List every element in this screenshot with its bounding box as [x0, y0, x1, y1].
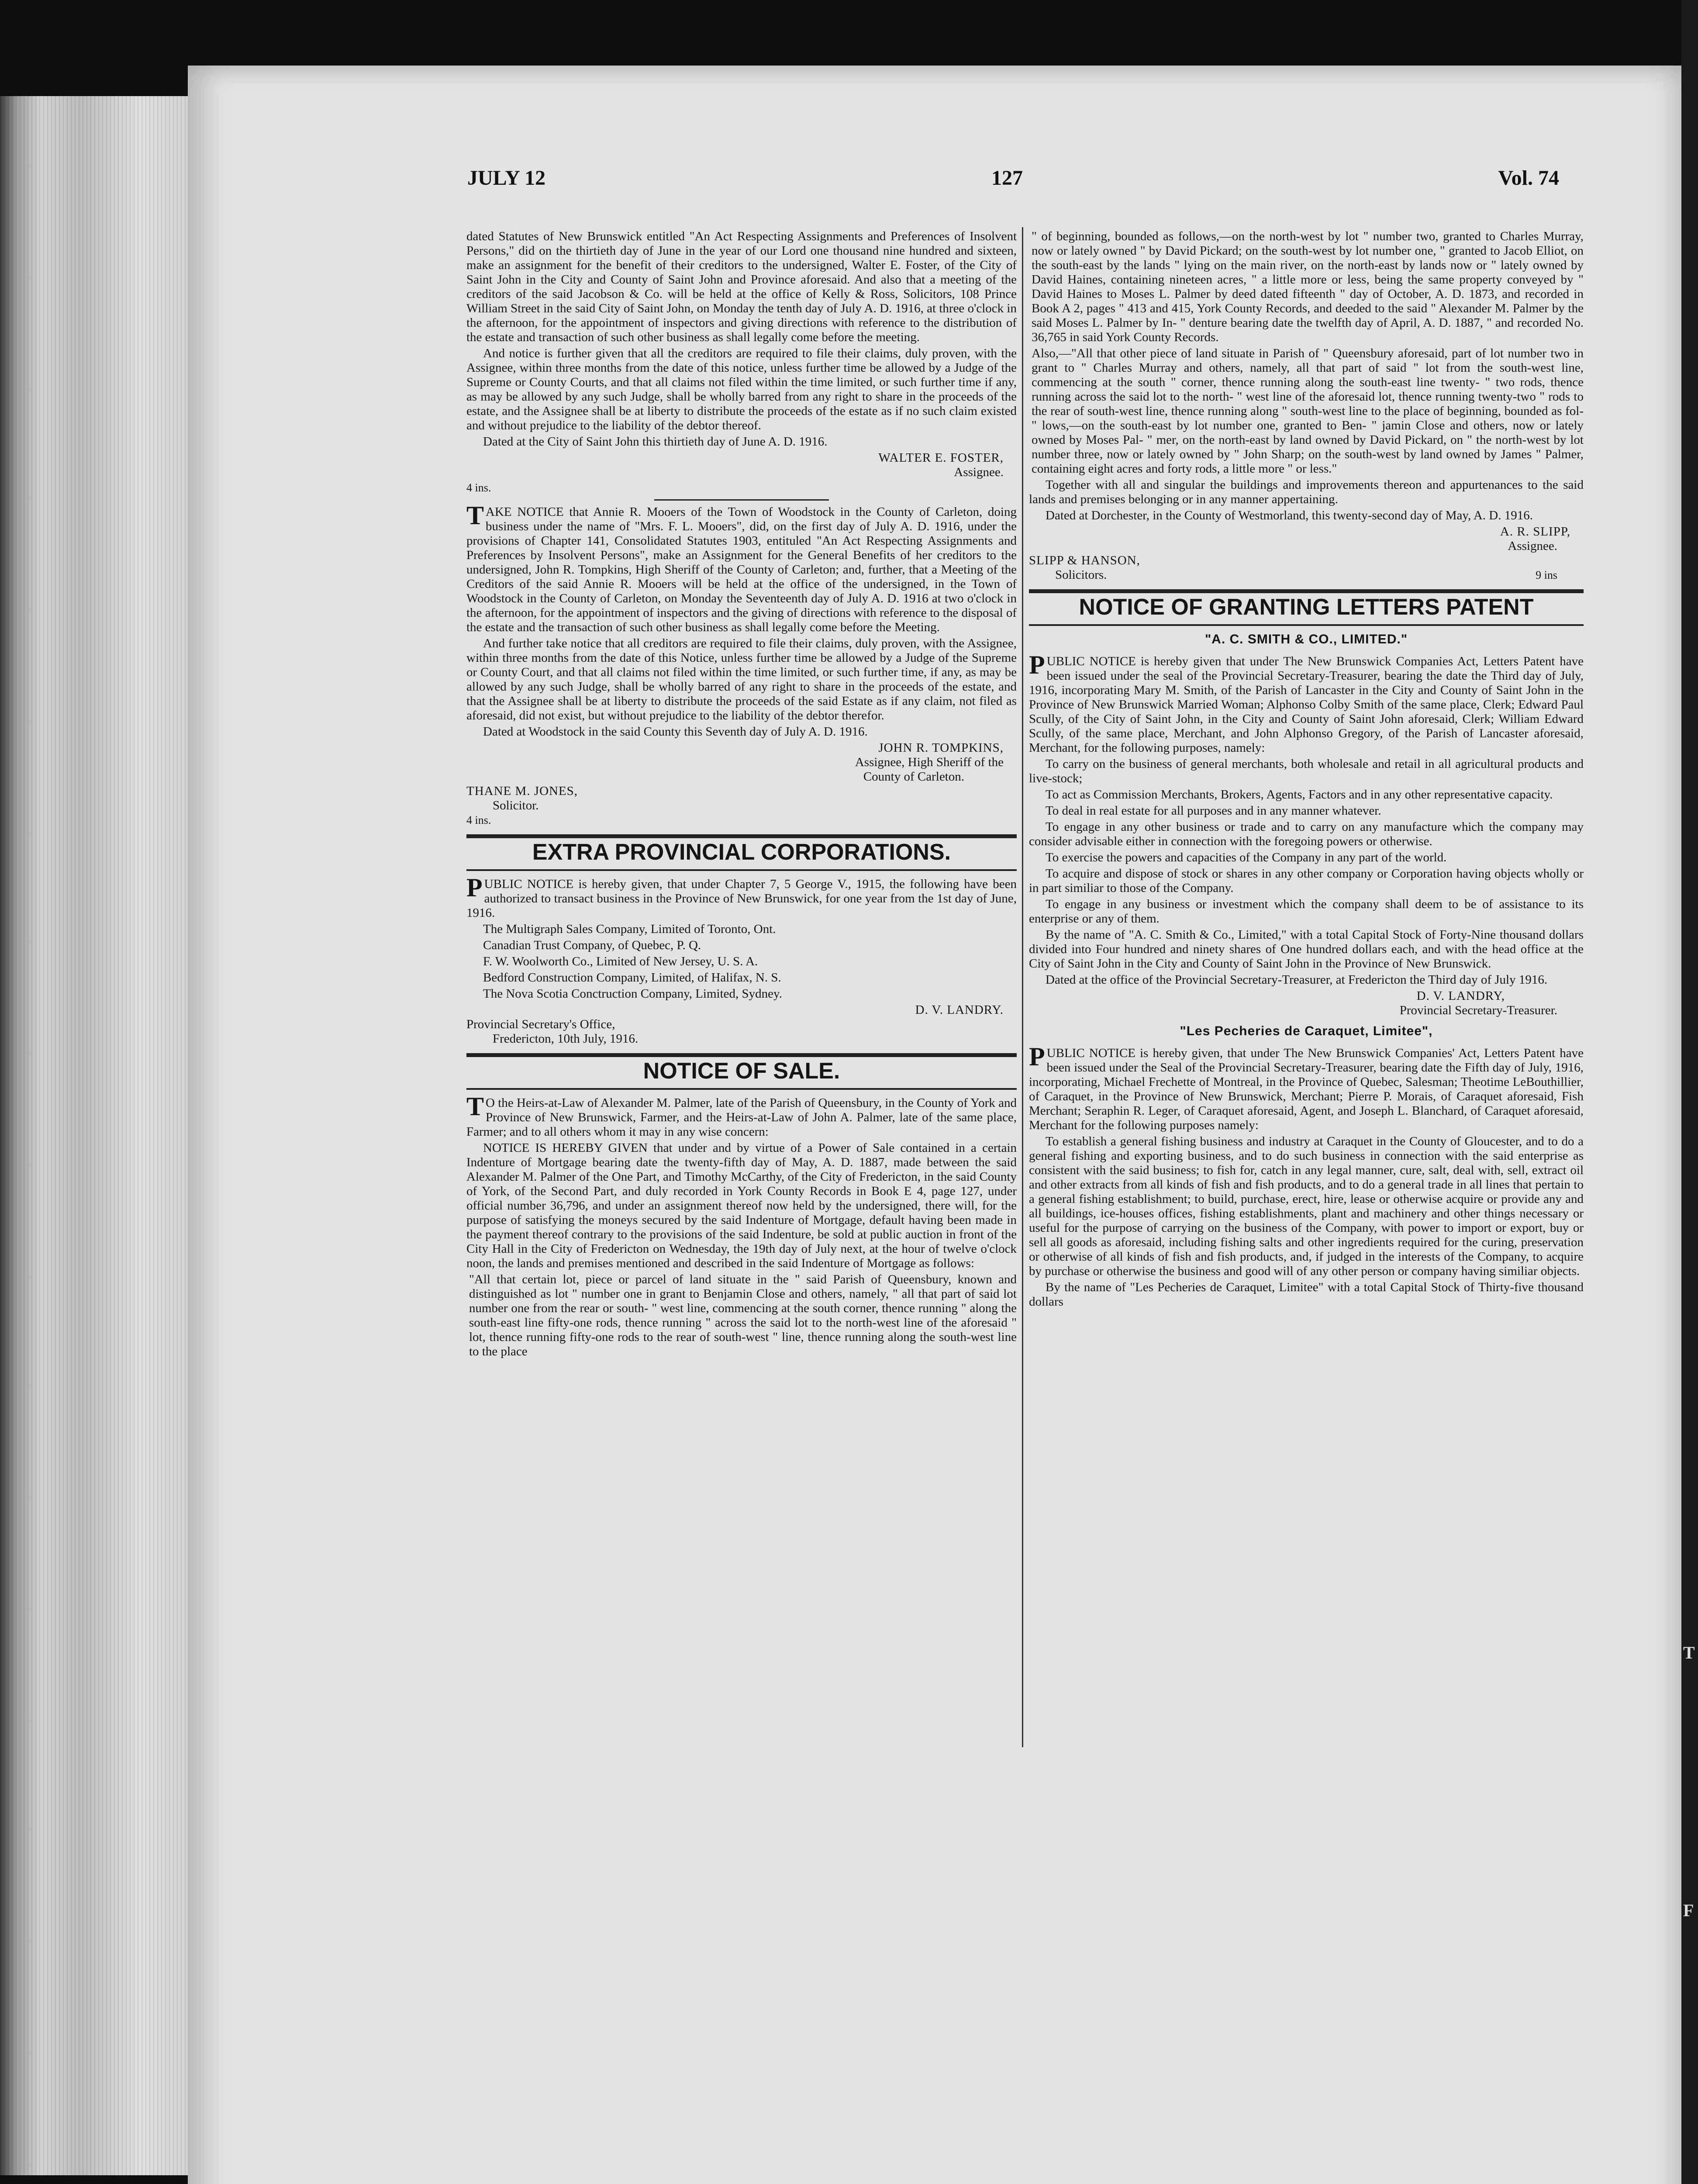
notice-body: UBLIC NOTICE is hereby given that under The New Brunswick Companies Act, Letters Patent have been issued under the seal of the Provincial Secretary-Treasurer, bearing the date the Third day of July, 1916, incorporating Mary M. Smith, of the Parish of Lancaster in the City and County of Saint John in the Province of New Brunswick Married Woman; Alphonso Colby Smith of the same place, Clerk; Edward Paul Scully, of the City of Saint John, in the City and County of Saint John aforesaid, Clerk; William Edward Scully, of the same place, Merchant, and John Alphonso Gregory, of the Parish of Lancaster aforesaid, Merchant, for the following purposes, namely: — [1029, 654, 1584, 755]
solicitor-name: THANE M. JONES, — [466, 784, 578, 798]
letters-patent-smith — [1029, 632, 1584, 1018]
section-rule — [466, 869, 1017, 871]
company-list-item: F. W. Woolworth Co., Limited of New Jersey, U. S. A. — [483, 954, 758, 968]
section-rule — [466, 1053, 1017, 1057]
signer-role: Provincial Secretary-Treasurer. — [1399, 1003, 1557, 1017]
section-heading: NOTICE OF SALE. — [643, 1058, 840, 1084]
insertion-count: 4 ins. — [466, 814, 491, 826]
company-name: "A. C. SMITH & CO., LIMITED." — [1204, 632, 1408, 646]
notice-dated: Dated at the City of Saint John this thirtieth day of June A. D. 1916. — [483, 435, 828, 449]
volume-number: Vol. 74 — [1498, 166, 1559, 190]
notice-body: O the Heirs-at-Law of Alexander M. Palmer, late of the Parish of Queensbury, in the County of York and Province of New Brunswick, Farmer, and the Heirs-at-Law of John A. Palmer, late of the same place, Farmer; and to all others whom it may in any wise concern: — [466, 1096, 1017, 1139]
notice-body: UBLIC NOTICE is hereby given, that under The New Brunswick Companies' Act, Letters Patent have been issued under the Seal of the Provincial Secretary-Treasurer, bearing date the Fifth day of July, 1916, incorporating, Michael Frechette of Montreal, in the Province of Quebec, Salesman; Theotime LeBouthillier, of Caraquet, in the Province of New Brunswick, Merchant; Pierre P. Morais, of Caraquet aforesaid, Fish Merchant; Seraphin R. Leger, of Caraquet aforesaid, Agent, and Joseph L. Blanchard, of Caraquet aforesaid, Merchant for the following purposes namely: — [1029, 1046, 1584, 1132]
signer-role: Assignee. — [1508, 539, 1557, 553]
letters-patent-caraquet — [1029, 1024, 1584, 1309]
purpose-item: To act as Commission Merchants, Brokers, Agents, Factors and in any other representative capacity. — [1046, 788, 1553, 802]
drop-cap: P — [466, 873, 483, 902]
notice-body: Together with all and singular the buildings and improvements thereon and appurtenances to the said lands and premises belonging or in any manner appertaining. — [1029, 478, 1584, 506]
book-page-edges — [0, 96, 201, 2175]
signer-role: County of Carleton. — [863, 770, 964, 784]
insertion-count: 4 ins. — [466, 481, 491, 494]
capital-stock: By the name of "A. C. Smith & Co., Limited," with a total Capital Stock of Forty-Nine thousand dollars divided into Four hundred and ninety shares of One hundred dollars each, and with the head office at the City of Saint John in the City and County of Saint John in the Province of New Brunswick. — [1029, 928, 1584, 971]
property-description: "All that certain lot, piece or parcel of land situate in the " said Parish of Queensbury, known and distinguished as lot " number one in grant to Benjamin Close and others, namely, " all that part of said lot number one from the rear or south- " west line, commencing at the south corner, thence running " along the south-east line fifty-one rods, thence running " across the said lot to the north-west line of the aforesaid " lot, thence running fifty-one rods to the rear of south-west " line, thence running along the south-west line to the place — [469, 1272, 1017, 1358]
solicitors-name: SLIPP & HANSON, — [1029, 553, 1140, 567]
solicitor-role: Solicitor. — [493, 798, 539, 812]
section-heading: EXTRA PROVINCIAL CORPORATIONS. — [532, 840, 951, 865]
office-date: Fredericton, 10th July, 1916. — [493, 1032, 638, 1046]
company-list-item: The Multigraph Sales Company, Limited of Toronto, Ont. — [483, 922, 776, 936]
page-header — [467, 166, 1559, 201]
purpose-item: To engage in any business or investment which the company shall deem to be of assistance to its enterprise or any of them. — [1029, 897, 1584, 926]
property-description: Also,—"All that other piece of land situate in Parish of " Queensbury aforesaid, part of lot number two in grant to " Charles Murray and others, namely, all that part of said " lot from the south-west line, commencing at the south " corner, thence running along the south-east line twenty- " two rods, thence running across the said lot to the north- " west line of the aforesaid lot, thence running twenty-two " rods to the rear of south-west line, thence running along " south-west line to the place of beginning, bounded as fol- " lows,—on the south-east by lot number one, granted to Ben- " jamin Close and others, now or lately owned by Moses Pal- " mer, on the north-east by land owned by David Pickard, on " the north-west by lot number three, now or lately owned by " John Sharp; on the south-west by land owned by James " Palmer, containing eight acres and forty rods, a little more " or less." — [1032, 346, 1584, 476]
notice-of-sale — [466, 1092, 1017, 1359]
notice-body: And notice is further given that all the creditors are required to file their claims, duly proven, with the Assignee, within three months from the date of this notice, unless further time be allowed by a Judge of the Supreme or County Courts, and that all claims not filed within the time limited, or such further time if any, as may be allowed by any such Judge, shall be wholly barred from any right to share in the proceeds of the estate, and the Assignee shall be at liberty to distribute the proceeds of the estate as if no such claim existed and without prejudice to the liability of the debtor thereof. — [466, 346, 1017, 432]
purpose-item: To carry on the business of general merchants, both wholesale and retail in all agricultural products and live-stock; — [1029, 757, 1584, 785]
page-number: 127 — [991, 166, 1023, 190]
signer-name: D. V. LANDRY. — [915, 1003, 1004, 1017]
signer-name: A. R. SLIPP, — [1500, 525, 1570, 539]
jacobson-assignment-notice — [466, 229, 1017, 495]
notice-body: AKE NOTICE that Annie R. Mooers of the Town of Woodstock in the County of Carleton, doing business under the name of "Mrs. F. L. Mooers", did, on the first day of July A. D. 1916, under the provisions of Chapter 141, Consolidated Statutes 1903, entituled "An Act Respecting Assignments and Preferences by Insolvent Persons", make an Assignment for the General Benefits of her creditors to the undersigned, John R. Tompkins, High Sheriff of the County of Carleton; and, further, that a Meeting of the Creditors of the said Annie R. Mooers will be held at the office of the undersigned, in the Town of Woodstock in the County of Carleton, on Monday the Seventeenth day of July A. D. 1916 at two o'clock in the afternoon, for the appointment of inspectors and the giving of directions with reference to the disposal of the estate and the transaction of such other business as shall legally come before the Meeting. — [466, 505, 1017, 634]
notice-body: UBLIC NOTICE is hereby given, that under Chapter 7, 5 George V., 1915, the following have been authorized to transact business in the Province of New Brunswick, for one year from the 1st day of June, 1916. — [466, 877, 1017, 920]
header-date: JULY 12 — [467, 166, 546, 190]
signer-role: Assignee. — [954, 465, 1004, 479]
company-list-item: The Nova Scotia Conctruction Company, Limited, Sydney. — [483, 987, 782, 1001]
column-divider — [1022, 227, 1023, 1747]
next-page-letter: T — [1683, 1643, 1695, 1662]
section-heading: NOTICE OF GRANTING LETTERS PATENT — [1079, 594, 1534, 620]
company-list-item: Bedford Construction Company, Limited, of Halifax, N. S. — [483, 971, 781, 985]
signer-name: JOHN R. TOMPKINS, — [878, 741, 1004, 755]
purpose-item: To deal in real estate for all purposes and in any manner whatever. — [1046, 804, 1381, 818]
mooers-assignment-notice — [466, 501, 1017, 827]
separator-rule — [654, 499, 829, 501]
notice-dated: Dated at Dorchester, in the County of Westmorland, this twenty-second day of May, A. D. 1916. — [1046, 508, 1533, 522]
company-list-item: Canadian Trust Company, of Quebec, P. Q. — [483, 938, 701, 952]
drop-cap: P — [1029, 650, 1045, 679]
notice-of-sale-continued — [1029, 229, 1584, 582]
extra-provincial-notice — [466, 873, 1017, 1046]
signer-role: Assignee, High Sheriff of the — [855, 755, 1004, 769]
section-rule — [1029, 589, 1584, 593]
notice-body: dated Statutes of New Brunswick entitled "An Act Respecting Assignments and Preferences of Insolvent Persons," did on the thirtieth day of June in the year of our Lord one thousand nine hundred and sixteen, make an assignment for the benefit of their creditors to the undersigned, Walter E. Foster, of the City of Saint John in the City and County of Saint John and Province aforesaid. And also that a meeting of the creditors of the said Jacobson & Co. will be held at the office of Kelly & Ross, Solicitors, 108 Prince William Street in the said City of Saint John, on Monday the tenth day of July A. D. 1916, at three o'clock in the afternoon, for the appointment of inspectors and giving directions with reference to the distribution of the estate and transaction of such other business as shall legally come before the meeting. — [466, 229, 1017, 344]
solicitors-role: Solicitors. — [1055, 568, 1107, 582]
section-rule — [1029, 624, 1584, 626]
left-column — [466, 229, 1017, 1361]
notice-body: NOTICE IS HEREBY GIVEN that under and by virtue of a Power of Sale contained in a certain Indenture of Mortgage bearing date the twenty-fifth day of May, A. D. 1887, made between the said Alexander M. Palmer of the One Part, and Timothy McCarthy, of the City of Fredericton, in the said County of York, of the Second Part, and duly recorded in York County Records in Book E 4, page 127, under official number 36,796, and under an assignment thereof now held by the undersigned, there will, for the purpose of satisfying the moneys secured by the said Indenture of Mortgage, default having been made in the payment thereof contrary to the provisions of the said Indenture, be sold at public auction in front of the City Hall in the City of Fredericton on Wednesday, the 19th day of July next, at the hour of twelve o'clock noon, the lands and premises mentioned and described in the said Indenture of Mortgage as follows: — [466, 1141, 1017, 1270]
section-rule — [466, 834, 1017, 838]
insertion-count: 9 ins — [1536, 569, 1557, 581]
right-column — [1029, 229, 1584, 1311]
company-name: "Les Pecheries de Caraquet, Limitee", — [1180, 1024, 1433, 1038]
notice-body: And further take notice that all creditors are required to file their claims, duly proven, with the Assignee, within three months from the date of this Notice, unless further time be allowed by a Judge of the Supreme or County Court, and that all claims not filed within the time limited, or such further time, if any, as may be allowed by any such Judge, shall be wholly barred of any right to share in the proceeds of the estate, and that the Assignee shall be at liberty to distribute the proceeds of the said Estate as if any claim, not filed as aforesaid, did not exist, but without prejudice to the liability of the debtor therefor. — [466, 636, 1017, 722]
signer-name: D. V. LANDRY, — [1416, 989, 1505, 1003]
property-description: " of beginning, bounded as follows,—on the north-west by lot " number two, granted to Charles Murray, now or lately owned " by David Pickard; on the south-west by lot number one, " granted to Jacob Elliot, on the south-east by the lands " lying on the main river, on the north-east by lands now or " lately owned by David Haines, containing nineteen acres, " a little more or less, being the same property conveyed by " David Haines to Moses L. Palmer by deed dated fifteenth " day of October, A. D. 1873, and recorded in Book A 2, pages " 413 and 415, York County Records, and deeded to the said " Alexander M. Palmer by the said Moses L. Palmer by In- " denture bearing date the twelfth day of April, A. D. 1887, " and recorded No. 36,765 in said York County Records. — [1032, 229, 1584, 344]
drop-cap: T — [466, 1092, 484, 1121]
capital-stock: By the name of "Les Pecheries de Caraquet, Limitee" with a total Capital Stock of Thirty-five thousand dollars — [1029, 1280, 1584, 1309]
drop-cap: P — [1029, 1042, 1045, 1071]
purpose-item: To engage in any other business or trade and to carry on any manufacture which the company may consider advisable either in connection with the foregoing powers or otherwise. — [1029, 820, 1584, 848]
purpose-item: To acquire and dispose of stock or shares in any other company or Corporation having objects wholly or in part similiar to those of the Company. — [1029, 867, 1584, 895]
section-rule — [466, 1088, 1017, 1090]
drop-cap: T — [466, 501, 484, 530]
purpose-item: To exercise the powers and capacities of the Company in any part of the world. — [1046, 850, 1447, 864]
notice-dated: Dated at Woodstock in the said County this Seventh day of July A. D. 1916. — [483, 725, 868, 739]
office-name: Provincial Secretary's Office, — [466, 1017, 615, 1031]
purpose-item: To establish a general fishing business and industry at Caraquet in the County of Gloucester, and to do a general fishing and exporting business, and to do such business in connection with the said enterprise as consistent with the said business; to fish for, catch in any legal manner, cure, salt, deal with, sell, extract oil and other extracts from all kinds of fish and fish products, and to do a general trade in all lines that pertain to a general fishing establishment; to build, purchase, erect, hire, lease or otherwise acquire or provide any and all buildings, ice-houses offices, fishing establishments, plant and machinery and other things necessary or useful for the purpose of carrying on the business of the Company, with power to import or export, buy or sell all goods as aforesaid, including fishing salts and other ingredients required for the curing, preservation or otherwise of all kinds of fish and fish products, and, if judged in the interests of the Company, to acquire by purchase or otherwise the business and good will of any other person or company having similiar objects. — [1029, 1134, 1584, 1278]
signer-name: WALTER E. FOSTER, — [878, 451, 1004, 465]
next-page-strip — [1681, 0, 1698, 2184]
notice-dated: Dated at the office of the Provincial Secretary-Treasurer, at Fredericton the Third day of July 1916. — [1046, 973, 1548, 987]
next-page-letter: F — [1683, 1901, 1694, 1920]
